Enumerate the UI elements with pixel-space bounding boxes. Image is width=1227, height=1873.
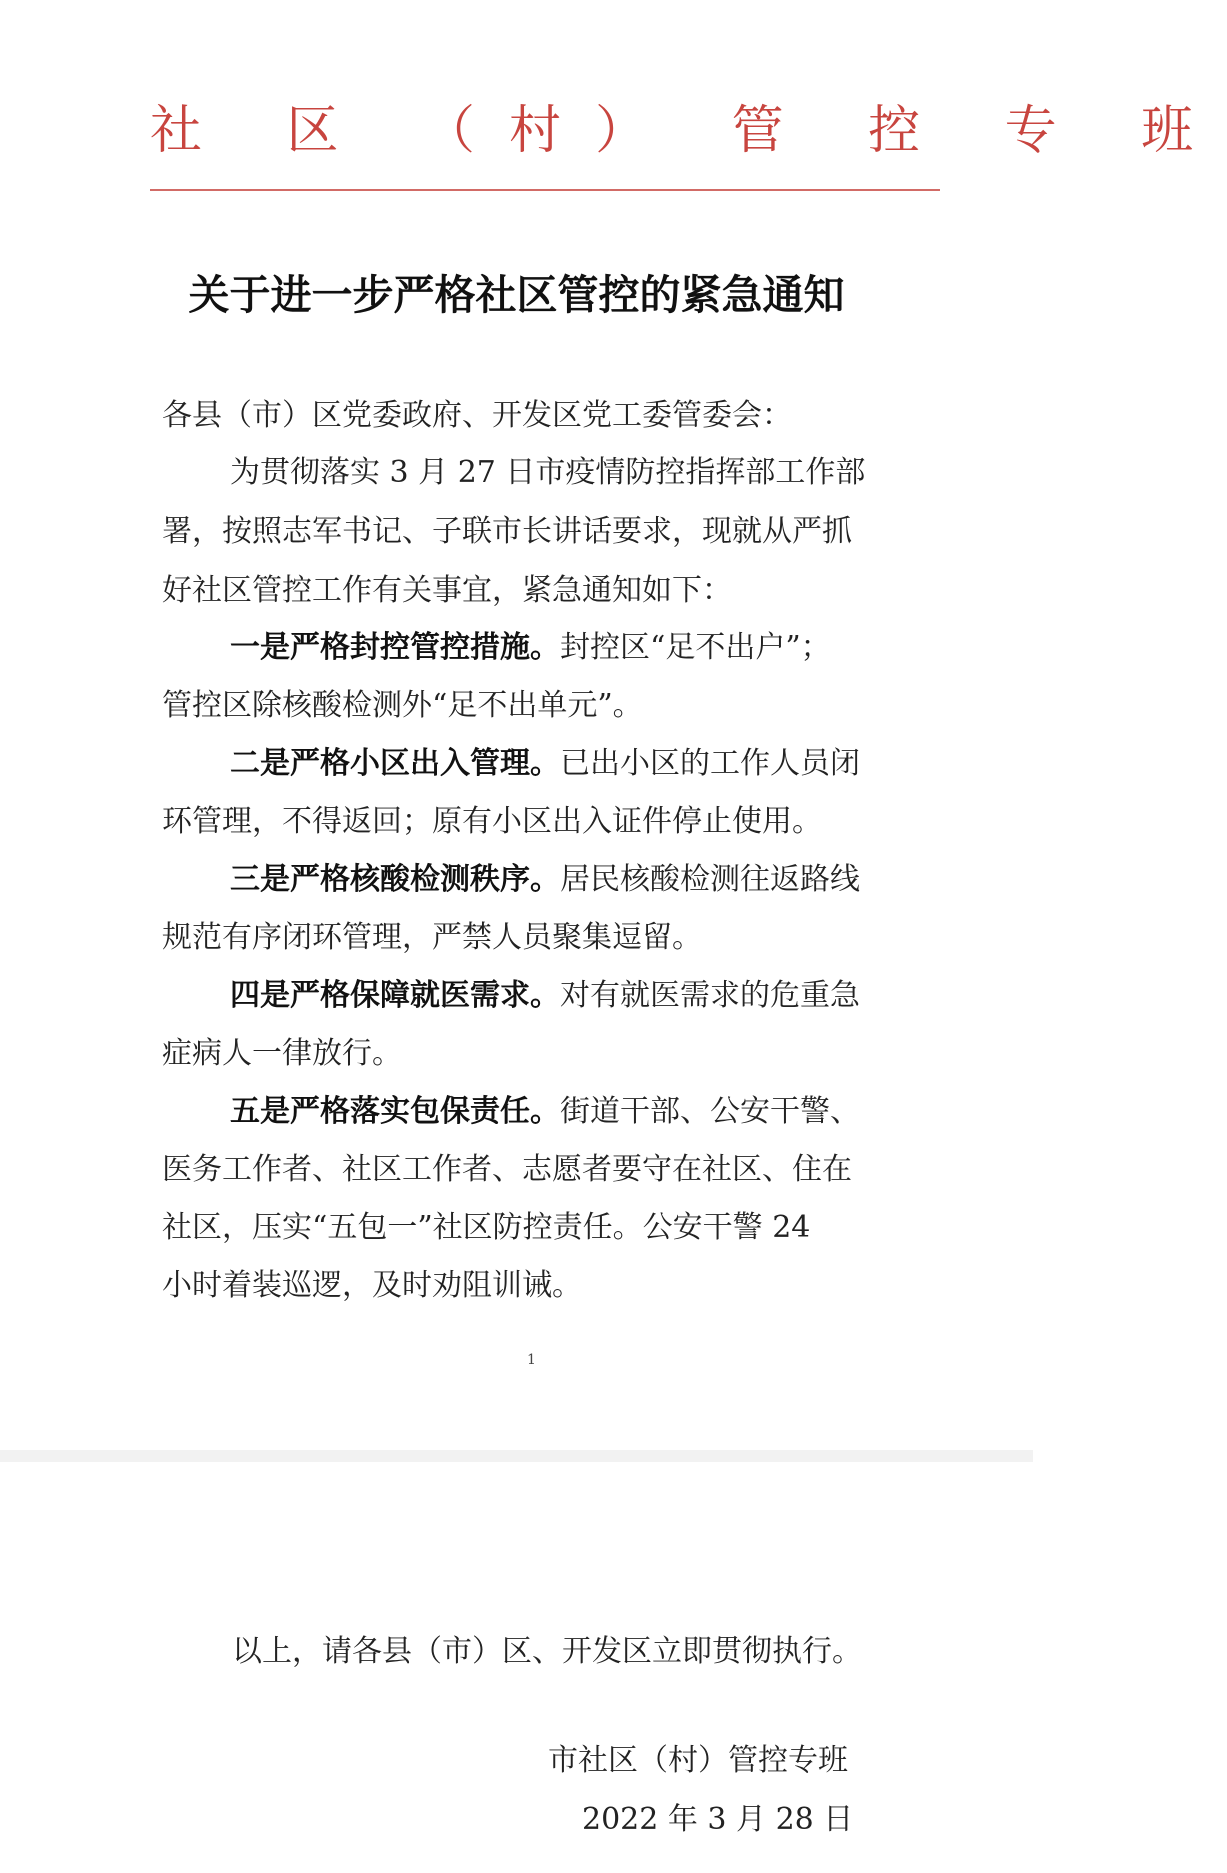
letterhead-rule	[150, 189, 940, 191]
item-1-heading: 一是严格封控管控措施。	[230, 630, 560, 665]
item-3-heading: 三是严格核酸检测秩序。	[230, 862, 560, 897]
document-title: 关于进一步严格社区管控的紧急通知	[188, 271, 845, 319]
item-1-line: 管控区除核酸检测外“足不出单元”。	[162, 688, 643, 723]
item-2-text: 已出小区的工作人员闭	[560, 746, 860, 781]
item-5-line: 医务工作者、社区工作者、志愿者要守在社区、住在	[162, 1152, 852, 1187]
signature: 市社区（村）管控专班	[548, 1743, 848, 1778]
item-2-first-line	[230, 744, 860, 784]
item-2-heading: 二是严格小区出入管理。	[230, 746, 560, 781]
intro-line: 署，按照志军书记、子联市长讲话要求，现就从严抓	[162, 514, 852, 549]
item-1-text: 封控区“足不出户”；	[560, 630, 831, 665]
item-4-text: 对有就医需求的危重急	[560, 978, 860, 1013]
item-5-heading: 五是严格落实包保责任。	[230, 1094, 560, 1129]
document-page-2	[0, 1462, 1033, 1873]
item-4-line: 症病人一律放行。	[162, 1036, 402, 1071]
salutation: 各县（市）区党委政府、开发区党工委管委会：	[162, 398, 792, 433]
closing-statement: 以上，请各县（市）区、开发区立即贯彻执行。	[232, 1634, 862, 1669]
item-3-text: 居民核酸检测往返路线	[560, 862, 860, 897]
item-5-line: 小时着装巡逻，及时劝阻训诫。	[162, 1268, 582, 1303]
item-3-first-line	[230, 860, 860, 900]
item-5-first-line	[230, 1092, 860, 1132]
item-5-line: 社区，压实“五包一”社区防控责任。公安干警 24	[162, 1210, 811, 1245]
page-number: 1	[527, 1352, 536, 1368]
page-separator	[0, 1450, 1033, 1462]
item-3-line: 规范有序闭环管理，严禁人员聚集逗留。	[162, 920, 702, 955]
intro-line: 好社区管控工作有关事宜，紧急通知如下：	[162, 573, 732, 608]
letterhead-title: 社 区 （村） 管 控 专 班	[150, 101, 1227, 161]
item-2-line: 环管理，不得返回；原有小区出入证件停止使用。	[162, 804, 822, 839]
issue-date: 2022 年 3 月 28 日	[582, 1802, 854, 1837]
item-4-heading: 四是严格保障就医需求。	[230, 978, 560, 1013]
item-1-first-line	[230, 628, 831, 668]
item-5-text: 街道干部、公安干警、	[560, 1094, 860, 1129]
intro-line: 为贯彻落实 3 月 27 日市疫情防控指挥部工作部	[230, 455, 866, 490]
item-4-first-line	[230, 976, 860, 1016]
